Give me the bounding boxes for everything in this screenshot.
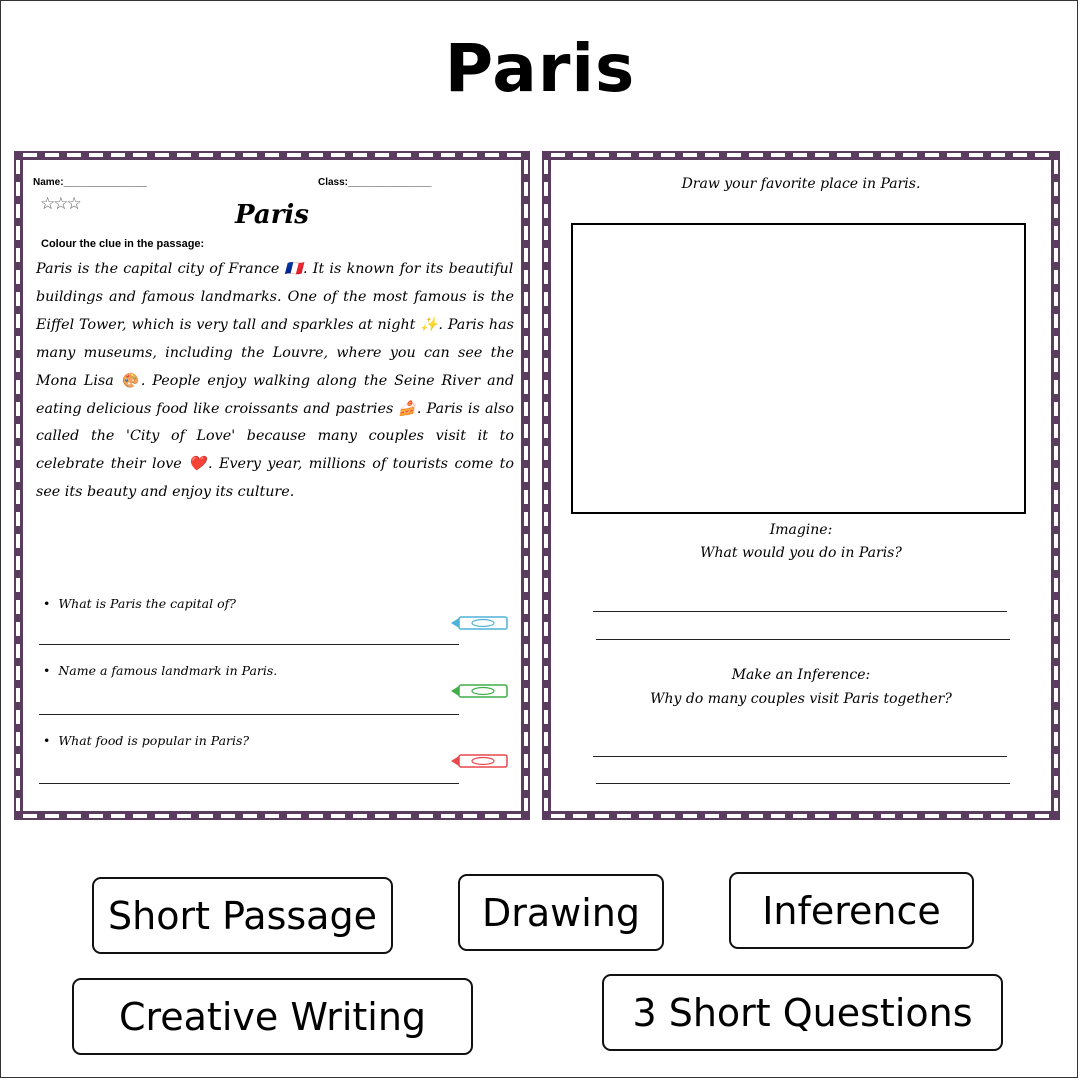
question-2-text: Name a famous landmark in Paris.	[58, 663, 278, 678]
question-1: • What is Paris the capital of?	[43, 596, 236, 611]
writing-line-1[interactable]	[593, 611, 1007, 612]
question-1-text: What is Paris the capital of?	[58, 596, 236, 611]
question-2: • Name a famous landmark in Paris.	[43, 663, 278, 678]
inference-label: Make an Inference:	[731, 667, 871, 683]
inference-question: Why do many couples visit Paris together?	[650, 691, 952, 707]
question-3: • What food is popular in Paris?	[43, 733, 250, 748]
draw-prompt: Draw your favorite place in Paris.	[681, 176, 921, 192]
answer-line-1[interactable]	[39, 644, 459, 645]
dashed-border-left	[16, 160, 20, 811]
dashed-border-right	[1054, 160, 1058, 811]
rating-stars-icon: ☆☆☆	[40, 194, 80, 214]
tag-inference: Inference	[729, 872, 974, 949]
blue-crayon-icon	[451, 616, 509, 630]
writing-line-4[interactable]	[596, 783, 1010, 784]
drawing-area[interactable]	[571, 223, 1026, 514]
dashed-border-bottom	[23, 814, 521, 818]
tag-drawing: Drawing	[458, 874, 664, 951]
reading-worksheet	[14, 151, 530, 820]
tag-short-questions: 3 Short Questions	[602, 974, 1003, 1051]
imagine-question: What would you do in Paris?	[700, 545, 902, 561]
dashed-border-top	[23, 153, 521, 157]
question-3-text: What food is popular in Paris?	[58, 733, 250, 748]
tag-creative-writing: Creative Writing	[72, 978, 473, 1055]
writing-line-3[interactable]	[593, 756, 1007, 757]
instruction-text: Colour the clue in the passage:	[41, 238, 205, 250]
tag-short-passage: Short Passage	[92, 877, 393, 954]
dashed-border-top	[551, 153, 1051, 157]
dashed-border-bottom	[551, 814, 1051, 818]
green-crayon-icon	[451, 684, 509, 698]
worksheet-title: Paris	[235, 200, 309, 230]
page-title: Paris	[444, 30, 636, 107]
reading-passage: Paris is the capital city of France 🇫🇷. It is known for its beautiful buildings and famous landmarks. One of the most famous is the Eiffel Tower, which is very tall and sparkles at night ✨. Paris has many museums, including the Louvre, where you can see the Mona Lisa 🎨. People enjoy walking along the Seine River and eating delicious food like croissants and pastries 🍰. Paris is also called the 'City of Love' because many couples visit it to celebrate their love ❤️. Every year, millions of tourists come to see its beauty and enjoy its culture.	[36, 261, 514, 501]
answer-line-2[interactable]	[39, 714, 459, 715]
class-field-label: Class:_______________	[318, 177, 432, 188]
dashed-border-left	[544, 160, 548, 811]
dashed-border-right	[524, 160, 528, 811]
answer-line-3[interactable]	[39, 783, 459, 784]
red-crayon-icon	[451, 754, 509, 768]
writing-line-2[interactable]	[596, 639, 1010, 640]
drawing-worksheet	[542, 151, 1060, 820]
name-field-label: Name:_______________	[33, 177, 147, 188]
imagine-label: Imagine:	[769, 522, 833, 538]
